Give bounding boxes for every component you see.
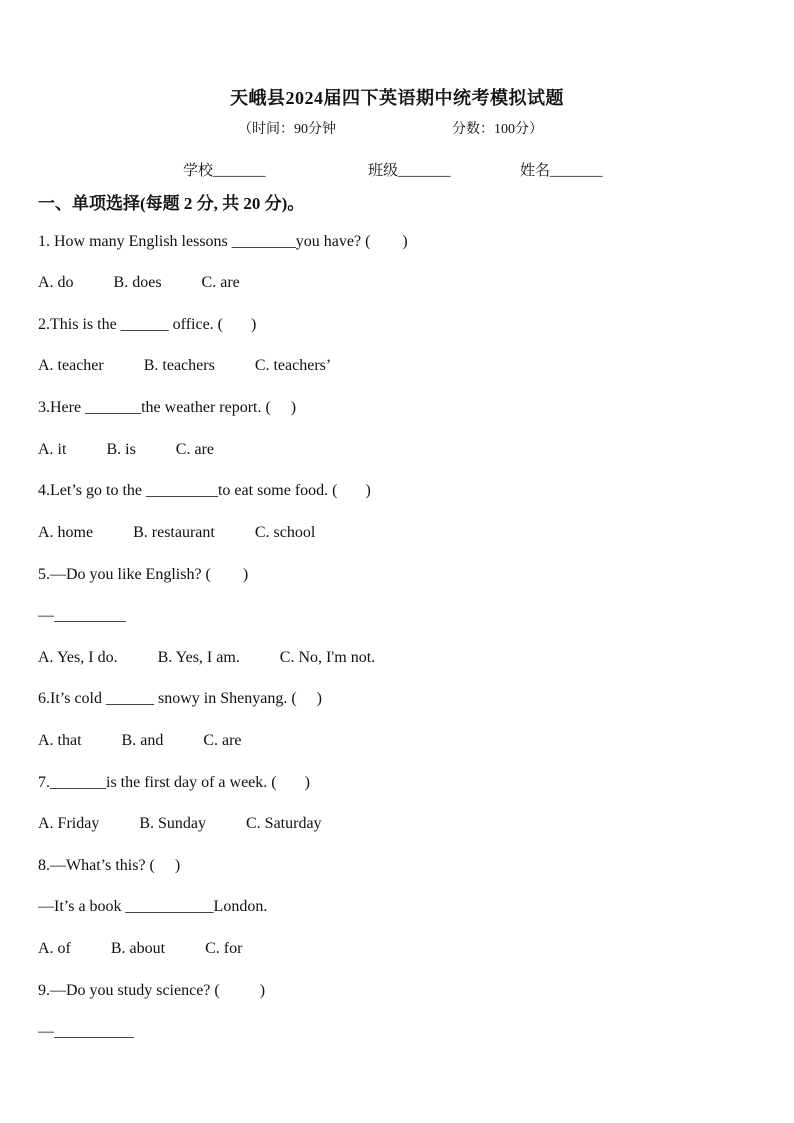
options-line: A. home B. restaurant C. school [38,524,316,541]
question-line: 8.—What’s this? ( ) [38,857,181,874]
options-line: A. that B. and C. are [38,732,242,749]
question-line: 1. How many English lessons ________you have? ( ) [38,233,408,250]
options-line: A. of B. about C. for [38,940,243,957]
question-line: 3.Here _______the weather report. ( ) [38,399,297,416]
name-field: 姓名_______ [520,163,603,179]
answer-line: —_________ [38,607,126,624]
page-title: 天峨县2024届四下英语期中统考模拟试题 [230,88,564,108]
question-line: 2.This is the ______ office. ( ) [38,316,257,333]
exam-time: （时间：90分钟 [238,122,336,137]
answer-line: —It’s a book ___________London. [38,898,268,915]
options-line: A. it B. is C. are [38,441,214,458]
question-line: 4.Let’s go to the _________to eat some food. ( ) [38,482,371,499]
school-field: 学校_______ [183,163,266,179]
section-heading: 一、单项选择(每题 2 分, 共 20 分)。 [38,194,305,213]
options-line: A. do B. does C. are [38,274,240,291]
class-field: 班级_______ [368,163,451,179]
question-line: 7._______is the first day of a week. ( ) [38,774,310,791]
options-line: A. Yes, I do. B. Yes, I am. C. No, I'm not. [38,649,376,666]
question-line: 6.It’s cold ______ snowy in Shenyang. ( ) [38,690,322,707]
exam-score: 分数：100分） [452,122,543,137]
options-line: A. teacher B. teachers C. teachers’ [38,357,332,374]
options-line: A. Friday B. Sunday C. Saturday [38,815,322,832]
question-line: 5.—Do you like English? ( ) [38,566,249,583]
answer-line: —__________ [38,1023,134,1040]
question-line: 9.—Do you study science? ( ) [38,982,266,999]
